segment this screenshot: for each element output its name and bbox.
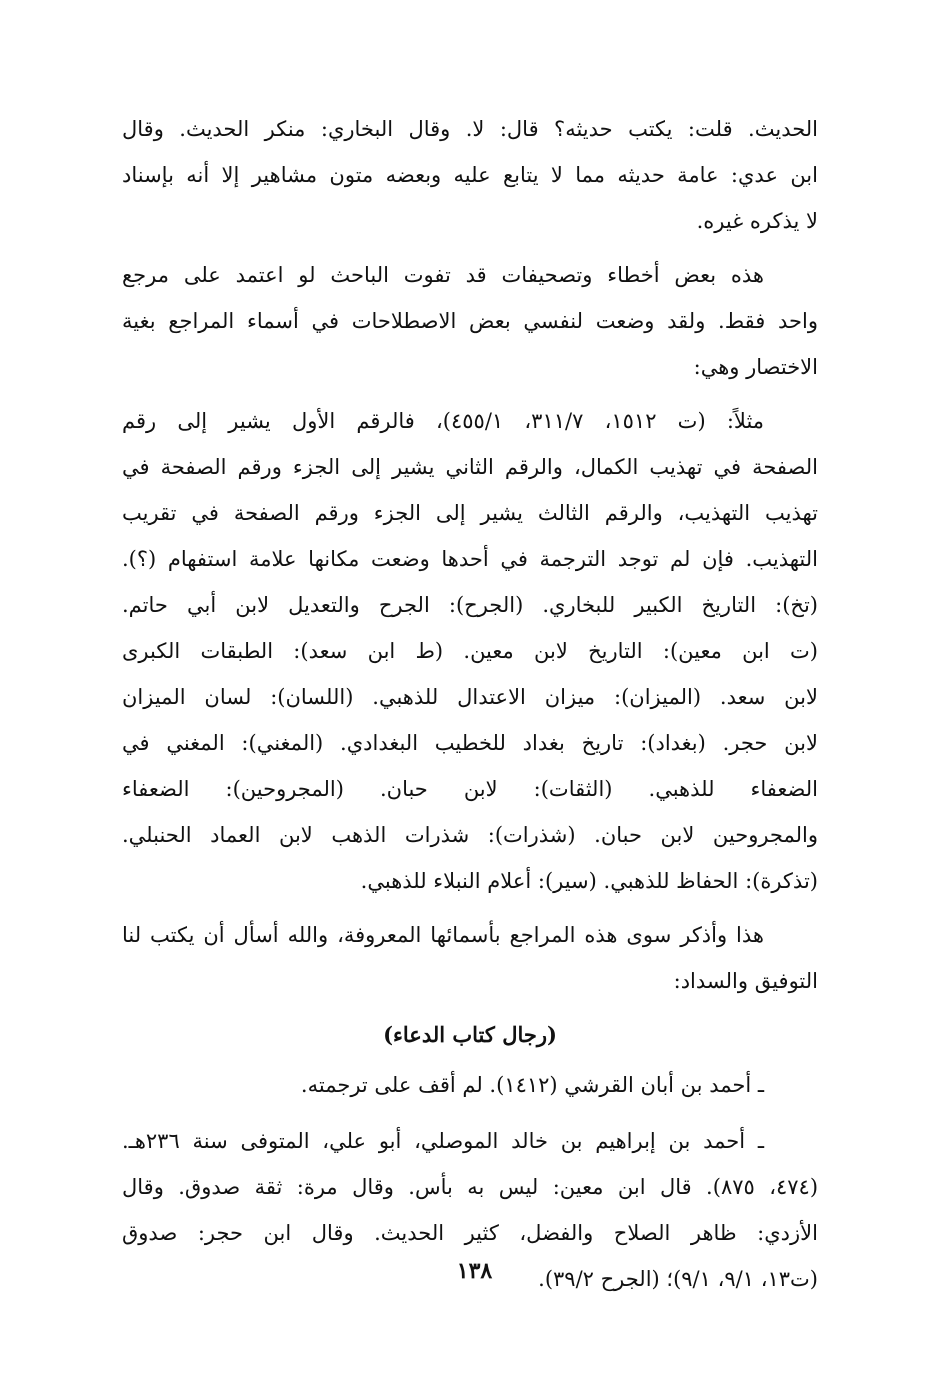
text-line: (تخ): التاريخ الكبير للبخاري. (الجرح): الجرح والتعديل لابن أبي حاتم. [122,593,818,617]
text-line: ـ أحمد بن أبان القرشي (١٤١٢). لم أقف على ترجمته. [300,1073,764,1097]
narrator-entry [122,1062,818,1108]
text-line: لابن حجر. (بغداد): تاريخ بغداد للخطيب البغدادي. (المغني): المغني في [122,731,818,755]
paragraph-closing [122,912,818,1004]
paragraph-abbreviations [122,398,818,904]
text-line: تهذيب التهذيب، والرقم الثالث يشير إلى الجزء ورقم الصفحة في تقريب [122,501,818,525]
paragraph-hadith-note [122,106,818,244]
text-line: واحد فقط. ولقد وضعت لنفسي بعض الاصطلاحات في أسماء المراجع بغية [122,309,818,333]
text-line: هذا وأذكر سوى هذه المراجع بأسمائها المعروفة، والله أسأل أن يكتب لنا [122,923,764,947]
text-line: هذه بعض أخطاء وتصحيفات قد تفوت الباحث لو اعتمد على مرجع [122,263,764,287]
text-line: (ت١٣، ٩/١، ٩/١)؛ (الجرح ٣٩/٢). [538,1267,818,1291]
text-line: لابن سعد. (الميزان): ميزان الاعتدال للذهبي. (اللسان): لسان الميزان [122,685,818,709]
text-line: (تذكرة): الحفاظ للذهبي. (سير): أعلام النبلاء للذهبي. [360,869,818,893]
text-line: (٤٧٤، ٨٧٥). قال ابن معين: ليس به بأس. وقال مرة: ثقة صدوق. وقال [122,1175,819,1199]
text-line: والمجروحين لابن حبان. (شذرات): شذرات الذهب لابن العماد الحنبلي. [122,823,818,847]
text-line: الحديث. قلت: يكتب حديثه؟ قال: لا. وقال البخاري: منكر الحديث. وقال [122,117,818,141]
text-line: الأزدي: ظاهر الصلاح والفضل، كثير الحديث. وقال ابن حجر: صدوق [122,1221,818,1245]
section-heading: (رجال كتاب الدعاء) [383,1022,557,1047]
text-line: (ت ابن معين): التاريخ لابن معين. (ط ابن سعد): الطبقات الكبرى [122,639,818,663]
text-line: ابن عدي: عامة حديثه مما لا يتابع عليه وبعضه متون مشاهير إلا أنه بإسناد [122,163,818,187]
text-line: مثلاً: (ت ١٥١٢، ٣١١/٧، ٤٥٥/١)، فالرقم الأول يشير إلى رقم [122,409,765,433]
text-line: الضعفاء للذهبي. (الثقات): لابن حبان. (المجروحين): الضعفاء [122,777,818,801]
text-line: التوفيق والسداد: [673,969,818,993]
text-line: التهذيب. فإن لم توجد الترجمة في أحدها وضعت مكانها علامة استفهام (؟). [122,547,818,571]
text-line: الصفحة في تهذيب الكمال، والرقم الثاني يشير إلى الجزء ورقم الصفحة في [122,455,818,479]
text-line: ـ أحمد بن إبراهيم بن خالد الموصلي، أبو علي، المتوفى سنة ٢٣٦هـ. [122,1129,764,1153]
text-line: لا يذكره غيره. [696,209,818,233]
text-line: الاختصار وهي: [693,355,818,379]
paragraph-errors-note [122,252,818,390]
page-number: ١٣٨ [456,1258,493,1284]
